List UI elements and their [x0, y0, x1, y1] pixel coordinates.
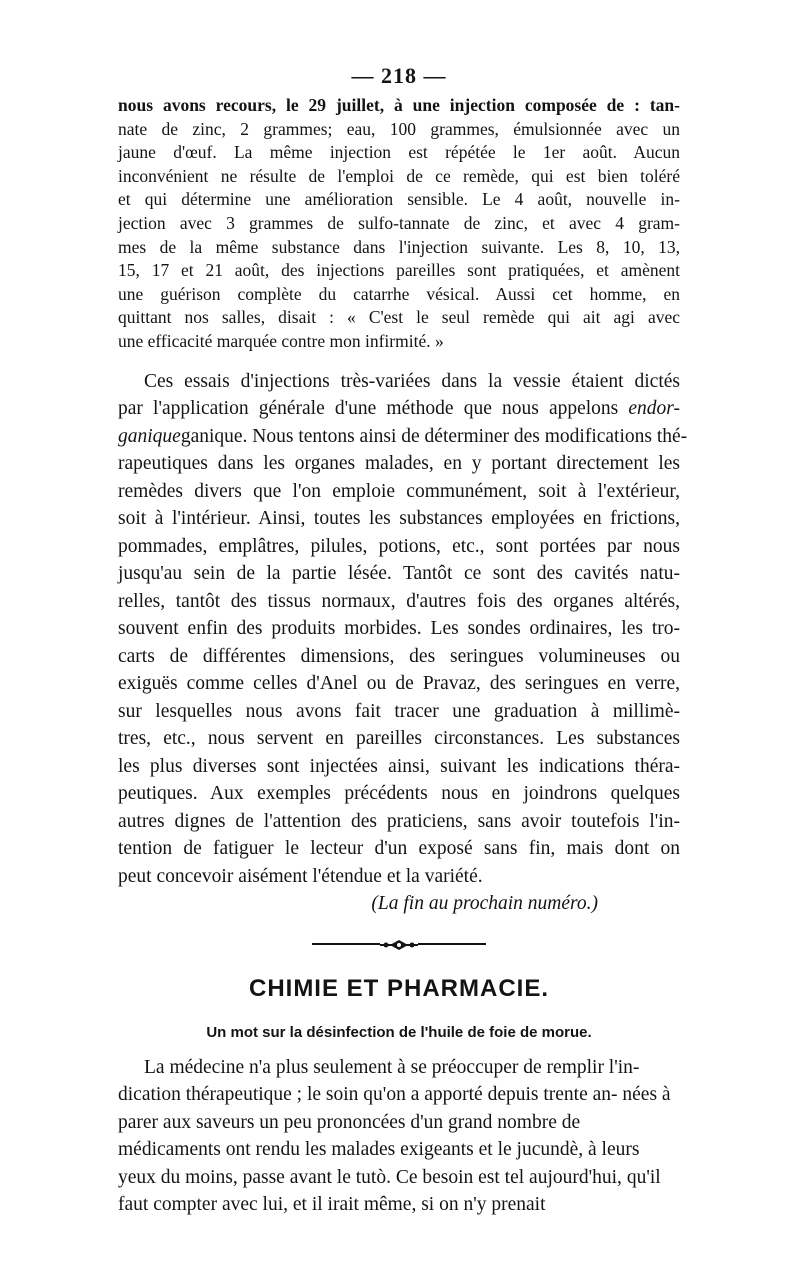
text-line: tres, etc., nous servent en pareilles circonstances. Les substances — [118, 728, 680, 750]
page-number: — 218 — — [351, 63, 447, 88]
text-fragment: ganique. Nous tentons ainsi de déterminer des modifications thé- — [180, 425, 688, 447]
continued-note — [118, 890, 680, 918]
paragraph-continuation — [118, 94, 680, 354]
text-line: quittant nos salles, disait : « C'est le seul remède qui ait agi avec — [118, 307, 680, 328]
text-line: et qui détermine une amélioration sensible. Le 4 août, nouvelle in- — [118, 189, 680, 210]
text-line: pommades, emplâtres, pilules, potions, etc., sont portées par nous — [118, 535, 680, 557]
paragraph-article — [118, 1054, 680, 1219]
text-line: inconvénient ne résulte de l'emploi de ce remède, qui est bien toléré — [118, 165, 680, 186]
text-line: carts de différentes dimensions, des seringues volumineuses ou — [118, 645, 680, 667]
text-line: exiguës comme celles d'Anel ou de Pravaz, des seringues en verre, — [118, 673, 680, 695]
text-line: rapeutiques dans les organes malades, en y portant directement les — [118, 453, 680, 475]
text-line-with-italic — [118, 395, 680, 423]
section-title: CHIMIE ET PHARMACIE. — [248, 974, 549, 1002]
text-line: Ces essais d'injections très-variées dans la vessie étaient dictés — [144, 370, 680, 392]
text-line: relles, tantôt des tissus normaux, d'autres fois des organes altérés, — [118, 590, 680, 612]
text-line: remèdes divers que l'on emploie communément, soit à l'extérieur, — [118, 480, 680, 502]
text-line: sur lesquelles nous avons fait tracer une graduation à millimè- — [118, 700, 680, 722]
text-line: qu'il faut compter avec lui, et il irait même, si on n'y prenait — [118, 1166, 661, 1216]
text-line: jusqu'au sein de la partie lésée. Tantôt ce sont des cavités natu- — [118, 563, 680, 585]
text-fragment: par l'application générale d'une méthode que nous appelons — [118, 398, 629, 420]
text-line: nate de zinc, 2 grammes; eau, 100 grammes, émulsionnée avec un — [118, 118, 680, 139]
text-line: les plus diverses sont injectées ainsi, suivant les indications théra- — [118, 755, 680, 777]
book-page — [118, 58, 688, 1219]
continued-note-text: (La fin au prochain numéro.) — [371, 893, 598, 915]
separator-ornament-icon — [380, 938, 418, 950]
text-line: La médecine n'a plus seulement à se préoccuper de remplir l'in- — [144, 1056, 640, 1078]
text-line: peut concevoir aisément l'étendue et la variété. — [118, 865, 483, 887]
text-line: médicaments ont rendu les malades exigeants et le jucundè, à leurs — [118, 1139, 640, 1161]
paragraph-method — [118, 368, 688, 891]
text-line: dication thérapeutique ; le soin qu'on a apporté depuis trente an- — [118, 1084, 618, 1106]
text-line: souvent enfin des produits morbides. Les sondes ordinaires, les tro- — [118, 618, 680, 640]
text-line: yeux du moins, passe avant le tutò. Ce besoin est tel aujourd'hui, — [118, 1166, 622, 1188]
text-line: jection avec 3 grammes de sulfo-tannate de zinc, et avec 4 gram- — [118, 212, 680, 233]
text-line: autres dignes de l'attention des praticiens, sans avoir toutefois l'in- — [118, 810, 680, 832]
text-line: soit à l'intérieur. Ainsi, toutes les substances employées en frictions, — [118, 508, 680, 530]
italic-term: endor- — [628, 398, 680, 420]
text-line: tention de fatiguer le lecteur d'un exposé sans fin, mais dont on — [118, 838, 680, 860]
text-line: jaune d'œuf. La même injection est répétée le 1er août. Aucun — [118, 142, 680, 163]
text-line: peutiques. Aux exemples précédents nous en joindrons quelques — [118, 783, 680, 805]
text-line: une efficacité marquée contre mon infirmité. » — [118, 330, 444, 351]
text-line: nées à parer aux saveurs un peu prononcées d'un grand nombre de — [118, 1084, 671, 1133]
text-line: 15, 17 et 21 août, des injections pareilles sont pratiquées, et amènent — [118, 260, 680, 281]
italic-term: ganique — [118, 425, 181, 447]
text-line: nous avons recours, le 29 juillet, à une injection composée de : tan- — [118, 95, 680, 115]
text-line-with-italic — [118, 423, 688, 451]
article-title: Un mot sur la désinfection de l'huile de foie de morue. — [206, 1023, 592, 1041]
text-line: mes de la même substance dans l'injection suivante. Les 8, 10, 13, — [118, 236, 680, 257]
text-line: une guérison complète du catarrhe vésical. Aussi cet homme, en — [118, 283, 680, 304]
ornamental-separator — [312, 938, 486, 950]
